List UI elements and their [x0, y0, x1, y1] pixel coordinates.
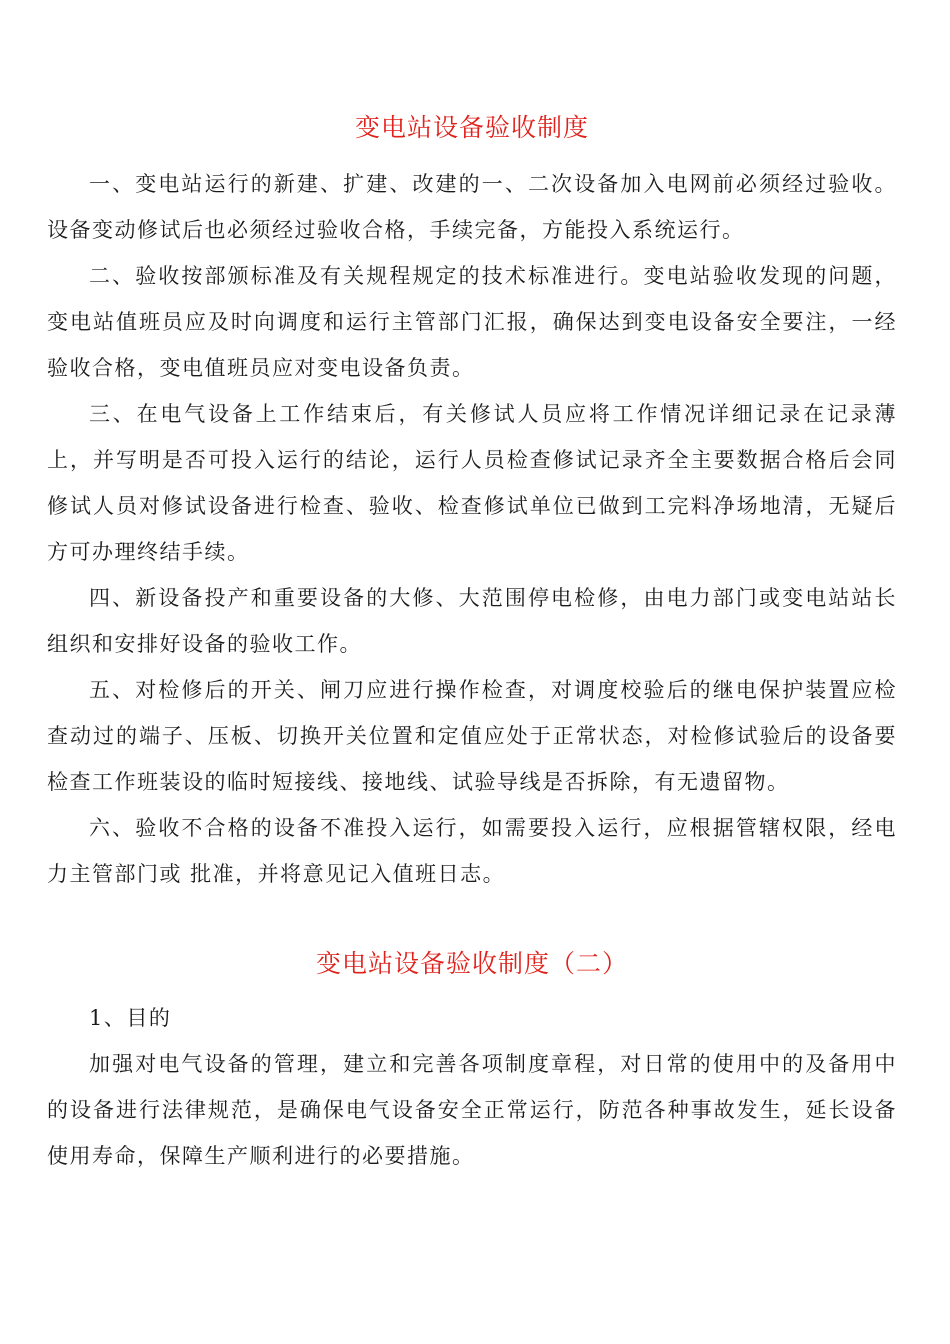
section-2-body	[47, 995, 897, 1179]
paragraph-1: 一、变电站运行的新建、扩建、改建的一、二次设备加入电网前必须经过验收。设备变动修试后也必须经过验收合格，手续完备，方能投入系统运行。	[47, 172, 897, 242]
paragraph-2: 二、验收按部颁标准及有关规程规定的技术标准进行。变电站验收发现的问题，变电站值班员应及时向调度和运行主管部门汇报，确保达到变电设备安全要注，一经验收合格，变电值班员应对变电设备负责。	[47, 264, 897, 380]
section-2-heading-purpose: 1、目的	[89, 1006, 172, 1030]
section-2-title: 变电站设备验收制度（二）	[315, 949, 628, 978]
paragraph-3: 三、在电气设备上工作结束后，有关修试人员应将工作情况详细记录在记录薄上，并写明是否可投入运行的结论，运行人员检查修试记录齐全主要数据合格后会同修试人员对修试设备进行检查、验收、检查修试单位已做到工完料净场地清，无疑后方可办理终结手续。	[47, 402, 897, 564]
paragraph-4: 四、新设备投产和重要设备的大修、大范围停电检修，由电力部门或变电站站长组织和安排好设备的验收工作。	[47, 586, 897, 656]
paragraph-5: 五、对检修后的开关、闸刀应进行操作检查，对调度校验后的继电保护装置应检查动过的端子、压板、切换开关位置和定值应处于正常状态，对检修试验后的设备要检查工作班装设的临时短接线、接地线、试验导线是否拆除，有无遗留物。	[47, 678, 897, 794]
section-1-body	[47, 161, 897, 897]
document-title: 变电站设备验收制度	[354, 113, 589, 142]
paragraph-6: 六、验收不合格的设备不准投入运行，如需要投入运行，应根据管辖权限，经电力主管部门或 批准，并将意见记入值班日志。	[47, 816, 897, 886]
section-2-paragraph-1: 加强对电气设备的管理，建立和完善各项制度章程，对日常的使用中的及备用中的设备进行法律规范，是确保电气设备安全正常运行，防范各种事故发生，延长设备使用寿命，保障生产顺利进行的必要措施。	[47, 1052, 897, 1168]
